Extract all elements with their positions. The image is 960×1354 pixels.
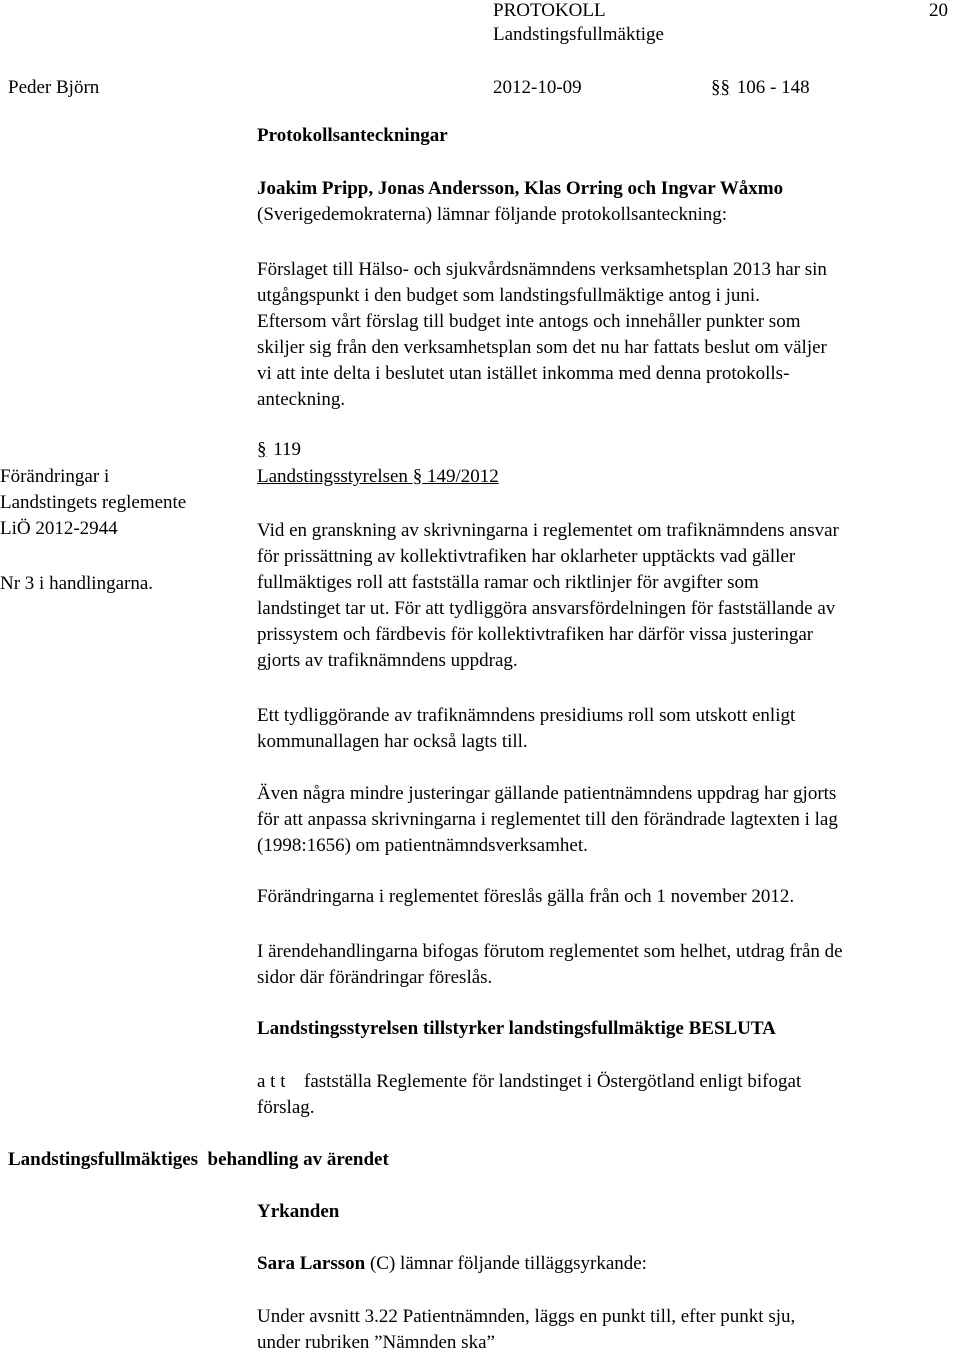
authors-intro: (Sverigedemokraterna) lämnar följande protokollsanteckning: [257, 204, 728, 225]
proposal-line1: Under avsnitt 3.22 Patientnämnden, läggs en punkt till, efter punkt sju, [257, 1306, 796, 1327]
item-paragraph-5 [257, 939, 957, 991]
protokollsanteckning-text [257, 257, 957, 413]
text-line: kommunallagen har också lagts till. [257, 731, 528, 752]
text-line: Vid en granskning av skrivningarna i reglementet om trafiknämndens ansvar [257, 520, 839, 541]
text-line: utgångspunkt i den budget som landstingsfullmäktige antog i juni. [257, 285, 760, 306]
att-label: a t t [257, 1071, 286, 1092]
text-line: för att anpassa skrivningarna i reglementet till den förändrade lagtexten i lag [257, 809, 838, 830]
margin-diarienummer: LiÖ 2012-2944 [0, 518, 118, 539]
proposer-rest: (C) lämnar följande tilläggsyrkande: [365, 1253, 647, 1274]
text-line: vi att inte delta i beslutet utan istället inkomma med denna protokolls- [257, 363, 790, 384]
handling-heading: Landstingsfullmäktiges behandling av ärendet [8, 1149, 389, 1170]
decision-heading: Landstingsstyrelsen tillstyrker landstingsfullmäktige BESLUTA [257, 1018, 776, 1039]
text-line: fullmäktiges roll att fastställa ramar och riktlinjer för avgifter som [257, 572, 759, 593]
margin-title-line2: Landstingets reglemente [0, 492, 187, 513]
yrkanden-heading: Yrkanden [257, 1201, 340, 1222]
margin-attachment-note: Nr 3 i handlingarna. [0, 573, 154, 594]
section-symbol: §§ [711, 77, 730, 98]
reference-org: Landstingsstyrelsen [257, 466, 408, 487]
item-section-symbol: § [257, 439, 267, 460]
reference-section-symbol: § [412, 466, 423, 487]
proposal-intro [257, 1253, 647, 1275]
text-line: Ett tydliggörande av trafiknämndens presidiums roll som utskott enligt [257, 705, 796, 726]
text-line: (1998:1656) om patientnämndsverksamhet. [257, 835, 588, 856]
text-line: Även några mindre justeringar gällande patientnämndens uppdrag har gjorts [257, 783, 837, 804]
page-number: 20 [929, 0, 948, 21]
item-paragraph-1 [257, 518, 957, 674]
document-type: PROTOKOLL [493, 0, 606, 21]
item-number-value: 119 [273, 439, 302, 460]
att-text-line2: förslag. [257, 1097, 315, 1118]
item-number [257, 439, 301, 461]
header-secretary: Peder Björn [8, 77, 100, 98]
text-line: Eftersom vårt förslag till budget inte antogs och innehåller punkter som [257, 311, 801, 332]
header-body: Landstingsfullmäktige [493, 24, 664, 45]
section-range: 106 - 148 [736, 77, 810, 98]
text-line: anteckning. [257, 389, 346, 410]
text-line: Förslaget till Hälso- och sjukvårdsnämndens verksamhetsplan 2013 har sin [257, 259, 827, 280]
att-text-line1: fastställa Reglemente för landstinget i Östergötland enligt bifogat [304, 1071, 802, 1092]
header-section-range [711, 77, 810, 99]
text-line: sidor där förändringar föreslås. [257, 967, 493, 988]
header-date: 2012-10-09 [493, 77, 582, 98]
protokollsanteckningar-heading: Protokollsanteckningar [257, 125, 448, 146]
text-line: I ärendehandlingarna bifogas förutom reglementet som helhet, utdrag från de [257, 941, 843, 962]
text-line: gjorts av trafiknämndens uppdrag. [257, 650, 518, 671]
text-line: skiljer sig från den verksamhetsplan som det nu har fattats beslut om väljer [257, 337, 827, 358]
reference-number: 149/2012 [426, 466, 499, 487]
text-line: landstinget tar ut. För att tydliggöra ansvarsfördelningen för fastställande av [257, 598, 836, 619]
proposer-name: Sara Larsson [257, 1253, 366, 1274]
item-paragraph-4: Förändringarna i reglementet föreslås gälla från och 1 november 2012. [257, 886, 795, 907]
item-paragraph-3 [257, 781, 957, 859]
text-line: prissystem och färdbevis för kollektivtrafiken har därför vissa justeringar [257, 624, 814, 645]
margin-title-line1: Förändringar i [0, 466, 110, 487]
proposal-line2: under rubriken ”Nämnden ska” [257, 1332, 495, 1353]
text-line: för prissättning av kollektivtrafiken har oklarheter upptäckts vad gäller [257, 546, 796, 567]
authors: Joakim Pripp, Jonas Andersson, Klas Orring och Ingvar Wåxmo [257, 178, 784, 199]
item-paragraph-2 [257, 703, 957, 755]
item-reference [257, 466, 499, 488]
